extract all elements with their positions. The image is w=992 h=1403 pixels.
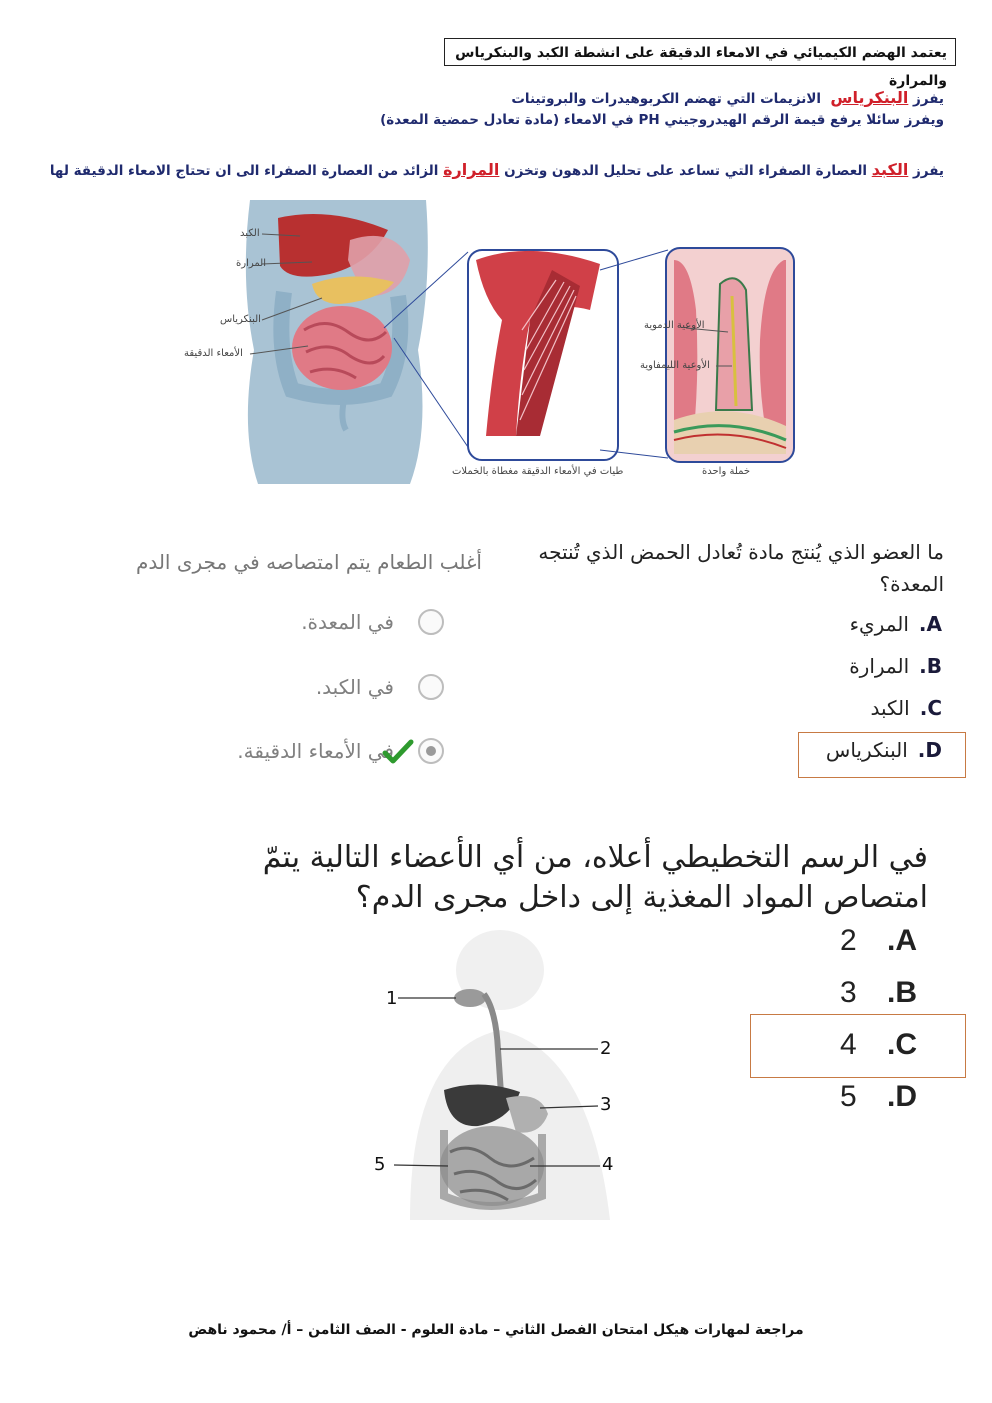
digestive-system-illustration — [370, 930, 620, 1220]
small-intestine-organ — [292, 306, 392, 390]
q1-option-c-text: الكبد — [870, 696, 910, 720]
q3-option-a-letter: .A — [887, 924, 918, 957]
q2-option-1: في المعدة. — [301, 610, 394, 634]
caption-folds: طيات في الأمعاء الدقيقة مغطاة بالخملات — [452, 466, 624, 477]
label-blood-vessels: الأوعية الدموية — [644, 320, 705, 331]
q1-option-d[interactable] — [826, 738, 942, 762]
mouth-shape — [454, 989, 486, 1007]
question-3-text: في الرسم التخطيطي أعلاه، من أي الأعضاء التالية يتمّ امتصاص المواد المغذية إلى داخل مجرى الدم؟ — [262, 840, 928, 915]
q2-option-2: في الكبد. — [315, 675, 394, 699]
q3-option-a-value: 2 — [840, 924, 857, 957]
liver-prefix: يفرز — [913, 163, 944, 179]
q3-option-b[interactable] — [840, 976, 917, 1010]
pancreas-line-1 — [511, 88, 944, 107]
q1-option-b[interactable] — [849, 654, 942, 678]
diagram-number-3: 3 — [600, 1094, 612, 1115]
q2-option-3: في الأمعاء الدقيقة. — [237, 739, 394, 763]
q3-option-d-value: 5 — [840, 1080, 857, 1113]
pancreas-line1-rest: الانزيمات التي تهضم الكربوهيدرات والبروتينات — [511, 91, 822, 107]
caption-villus: خملة واحدة — [702, 466, 751, 477]
check-icon — [382, 738, 414, 766]
pancreas-prefix: يفرز — [913, 91, 944, 107]
page-title: يعتمد الهضم الكيميائي في الامعاء الدقيقة على انشطة الكبد والبنكرياس والمرارة — [444, 38, 956, 66]
q1-option-a-text: المريء — [849, 612, 909, 636]
digestive-figure — [180, 200, 800, 484]
q1-option-d-letter: D. — [917, 738, 942, 762]
q1-option-a[interactable] — [850, 612, 942, 636]
pancreas-word: البنكرياس — [830, 88, 909, 107]
q3-option-b-value: 3 — [840, 976, 857, 1009]
q1-option-c-letter: C. — [919, 696, 942, 720]
question-1-text: ما العضو الذي يُنتج مادة تُعادل الحمض الذي تُنتجه المعدة؟ — [538, 540, 944, 596]
q1-option-b-letter: B. — [919, 654, 942, 678]
gallbladder-word: المرارة — [443, 160, 500, 179]
q3-option-b-letter: .B — [887, 976, 918, 1009]
label-gallbladder: المرارة — [236, 258, 266, 269]
digestive-illustration — [180, 200, 800, 484]
q3-option-c[interactable] — [840, 1028, 917, 1062]
q2-radio-3[interactable] — [418, 738, 444, 764]
q2-radio-2[interactable] — [418, 674, 444, 700]
question-2-text: أغلب الطعام يتم امتصاصه في مجرى الدم — [135, 550, 482, 574]
q3-option-c-letter: .C — [887, 1028, 918, 1061]
diagram-number-2: 2 — [600, 1038, 612, 1059]
pancreas-line-2: ويفرز سائلا يرفع قيمة الرقم الهيدروجيني PH في الامعاء (مادة تعادل حمضية المعدة) — [380, 112, 944, 128]
digestive-system-diagram — [370, 930, 620, 1220]
q1-option-a-letter: A. — [918, 612, 942, 636]
q1-option-c[interactable] — [870, 696, 942, 720]
q3-option-c-value: 4 — [840, 1028, 857, 1061]
q2-radio-1[interactable] — [418, 609, 444, 635]
q3-option-a[interactable] — [840, 924, 917, 958]
liver-rest: الزائد من العصارة الصفراء الى ان تحتاج الامعاء الدقيقة لها — [49, 163, 439, 179]
q3-option-d[interactable] — [840, 1080, 917, 1114]
q1-option-b-text: المرارة — [849, 654, 910, 678]
diagram-number-4: 4 — [602, 1154, 614, 1175]
liver-mid: العصارة الصفراء التي تساعد على تحليل الدهون وتخزن — [504, 163, 868, 179]
label-small-intestine: الأمعاء الدقيقة — [184, 348, 243, 359]
diagram-number-1: 1 — [386, 988, 398, 1009]
label-liver: الكبد — [240, 228, 260, 239]
liver-line — [50, 160, 944, 179]
diagram-number-5: 5 — [374, 1154, 386, 1175]
label-lymph-vessels: الأوعية الليمفاوية — [640, 360, 710, 371]
liver-word: الكبد — [871, 160, 909, 179]
q3-option-d-letter: .D — [887, 1080, 918, 1113]
page-footer: مراجعة لمهارات هيكل امتحان الفصل الثاني – مادة العلوم - الصف الثامن – أ/ محمود ناهض — [188, 1322, 804, 1338]
q1-option-d-text: البنكرياس — [825, 738, 908, 762]
label-pancreas: البنكرياس — [220, 314, 261, 325]
